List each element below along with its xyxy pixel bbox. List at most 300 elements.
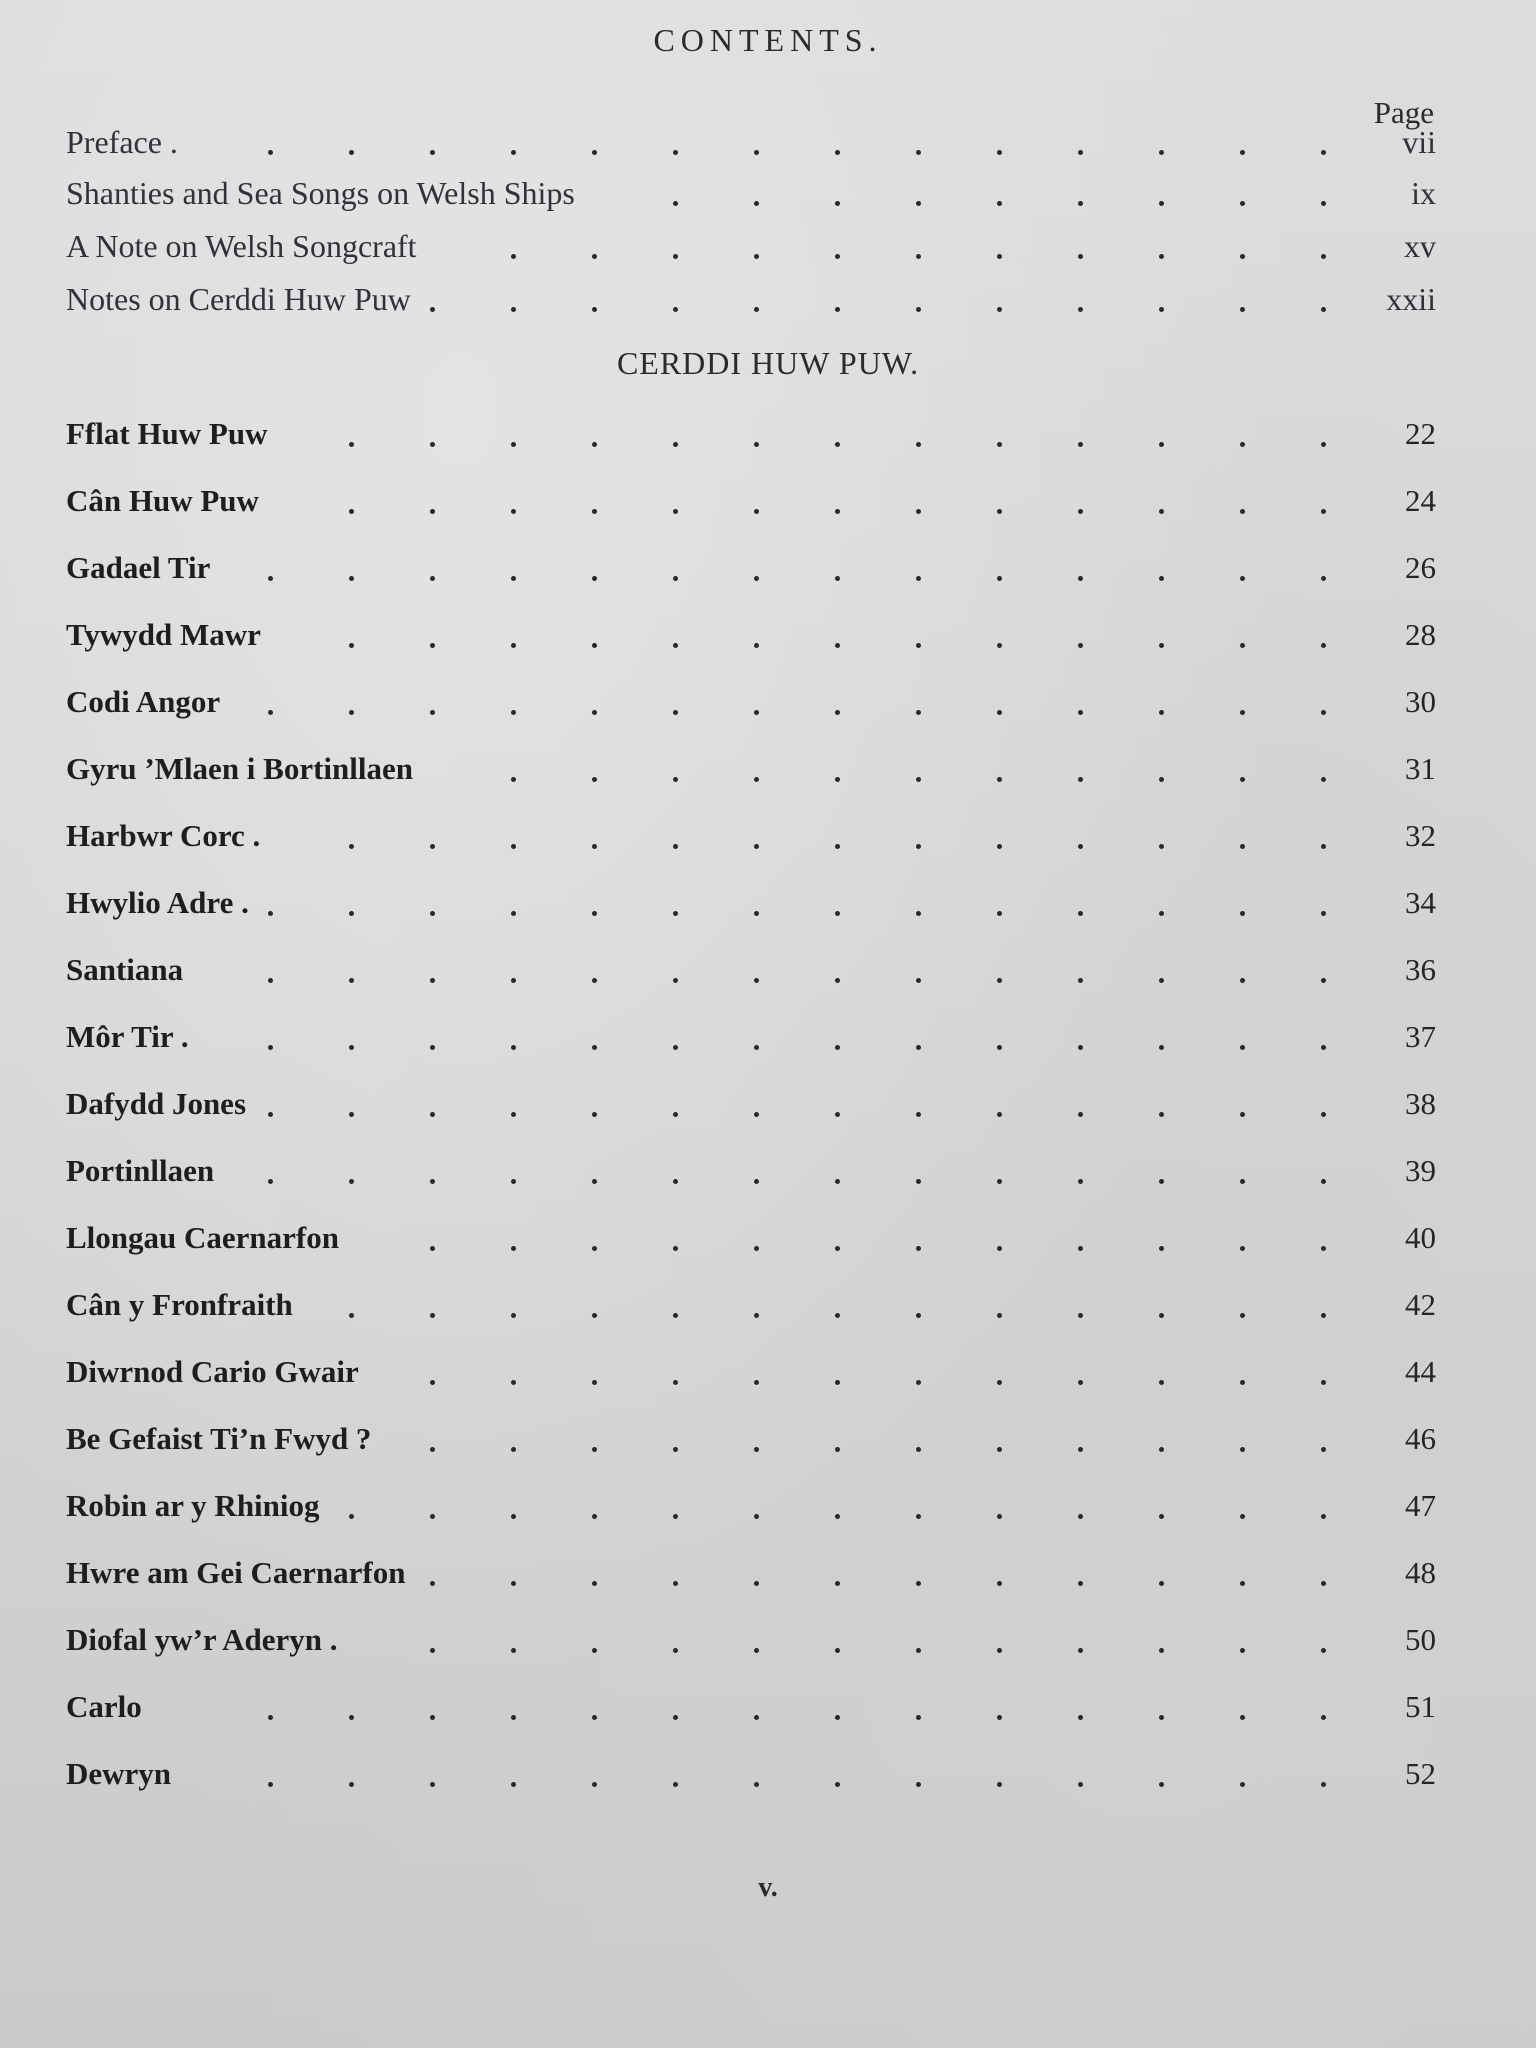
leader-dot <box>754 1514 759 1519</box>
dot-leaders <box>66 1622 1356 1666</box>
leader-dot <box>754 1447 759 1452</box>
leader-dot <box>997 777 1002 782</box>
toc-entry-page: xv <box>1404 228 1436 264</box>
leader-dot <box>754 576 759 581</box>
leader-dot <box>511 1179 516 1184</box>
toc-entry-title: Diwrnod Cario Gwair <box>66 1354 359 1389</box>
dot-leaders <box>66 818 1356 862</box>
leader-dot <box>349 710 354 715</box>
toc-entry-song <box>66 416 1436 460</box>
leader-dot <box>1240 201 1245 206</box>
leader-dot <box>835 1782 840 1787</box>
leader-dot <box>349 509 354 514</box>
leader-dot <box>511 150 516 155</box>
dot-leaders <box>66 1019 1356 1063</box>
leader-dot <box>1078 307 1083 312</box>
leader-dot <box>592 1112 597 1117</box>
leader-dot <box>1240 1045 1245 1050</box>
toc-entry-song <box>66 550 1436 594</box>
leader-dot <box>1159 978 1164 983</box>
dot-leaders <box>66 281 1356 325</box>
toc-entry-page: 50 <box>1405 1622 1436 1657</box>
leader-dot <box>673 1514 678 1519</box>
toc-entry-song <box>66 1689 1436 1733</box>
leader-dot <box>1321 911 1326 916</box>
leader-dot <box>916 1313 921 1318</box>
leader-dot <box>1159 1648 1164 1653</box>
dot-leaders <box>66 1354 1356 1398</box>
leader-dot <box>511 1581 516 1586</box>
leader-dot <box>592 442 597 447</box>
leader-dot <box>1321 150 1326 155</box>
toc-entry-song <box>66 1153 1436 1197</box>
toc-entry-page: vii <box>1402 124 1436 160</box>
leader-dot <box>430 1715 435 1720</box>
leader-dot <box>1240 1112 1245 1117</box>
toc-entry-title: Cân y Fronfraith <box>66 1287 293 1322</box>
leader-dot <box>754 1380 759 1385</box>
leader-dot <box>754 1648 759 1653</box>
leader-dot <box>430 1246 435 1251</box>
leader-dot <box>754 978 759 983</box>
leader-dot <box>1240 777 1245 782</box>
leader-dot <box>673 710 678 715</box>
leader-dot <box>430 307 435 312</box>
dot-leaders <box>66 416 1356 460</box>
leader-dot <box>673 576 678 581</box>
leader-dot <box>673 1112 678 1117</box>
leader-dot <box>430 509 435 514</box>
leader-dot <box>673 1313 678 1318</box>
toc-entry-title: Harbwr Corc . <box>66 818 261 853</box>
leader-dot <box>1240 1514 1245 1519</box>
toc-entry-page: 28 <box>1405 617 1436 652</box>
leader-dot <box>349 1514 354 1519</box>
toc-entry-song <box>66 1555 1436 1599</box>
toc-entry-shanties <box>66 175 1436 219</box>
toc-entry-page: 37 <box>1405 1019 1436 1054</box>
leader-dot <box>511 576 516 581</box>
leader-dot <box>511 1313 516 1318</box>
dot-leaders <box>66 1488 1356 1532</box>
leader-dot <box>916 777 921 782</box>
leader-dot <box>997 1045 1002 1050</box>
toc-entry-song <box>66 483 1436 527</box>
leader-dot <box>754 1581 759 1586</box>
leader-dot <box>511 777 516 782</box>
leader-dot <box>916 254 921 259</box>
leader-dot <box>673 1581 678 1586</box>
leader-dot <box>673 844 678 849</box>
leader-dot <box>592 1782 597 1787</box>
leader-dot <box>673 1447 678 1452</box>
leader-dot <box>430 978 435 983</box>
leader-dot <box>1159 254 1164 259</box>
toc-entry-song <box>66 1756 1436 1800</box>
leader-dot <box>1240 150 1245 155</box>
leader-dot <box>997 1581 1002 1586</box>
leader-dot <box>349 1179 354 1184</box>
leader-dot <box>1321 1514 1326 1519</box>
leader-dot <box>1159 1112 1164 1117</box>
leader-dot <box>592 1246 597 1251</box>
leader-dot <box>997 1447 1002 1452</box>
leader-dot <box>916 1648 921 1653</box>
leader-dot <box>349 911 354 916</box>
leader-dot <box>673 1648 678 1653</box>
leader-dot <box>592 307 597 312</box>
leader-dot <box>1078 1112 1083 1117</box>
leader-dot <box>1078 978 1083 983</box>
leader-dot <box>835 150 840 155</box>
leader-dot <box>511 1246 516 1251</box>
page-column-label: Page <box>1373 95 1434 130</box>
leader-dot <box>592 1179 597 1184</box>
dot-leaders <box>66 1756 1356 1800</box>
leader-dot <box>835 710 840 715</box>
leader-dot <box>592 911 597 916</box>
leader-dot <box>592 1313 597 1318</box>
toc-entry-title: Preface . <box>66 124 178 160</box>
leader-dot <box>1321 1447 1326 1452</box>
leader-dot <box>511 1380 516 1385</box>
toc-entry-song <box>66 1488 1436 1532</box>
toc-entry-page: 46 <box>1405 1421 1436 1456</box>
leader-dot <box>1159 576 1164 581</box>
toc-entry-title: Tywydd Mawr <box>66 617 261 652</box>
toc-entry-title: Robin ar y Rhiniog <box>66 1488 320 1523</box>
leader-dot <box>1159 442 1164 447</box>
leader-dot <box>1159 911 1164 916</box>
leader-dot <box>1240 254 1245 259</box>
leader-dot <box>997 1313 1002 1318</box>
leader-dot <box>268 710 273 715</box>
leader-dot <box>1321 1581 1326 1586</box>
leader-dot <box>1159 1045 1164 1050</box>
toc-entry-song <box>66 885 1436 929</box>
leader-dot <box>511 509 516 514</box>
leader-dot <box>916 1112 921 1117</box>
leader-dot <box>1078 201 1083 206</box>
leader-dot <box>673 911 678 916</box>
leader-dot <box>1078 442 1083 447</box>
toc-entry-page: 40 <box>1405 1220 1436 1255</box>
toc-entry-title: Hwylio Adre . <box>66 885 249 920</box>
leader-dot <box>754 911 759 916</box>
leader-dot <box>511 1648 516 1653</box>
leader-dot <box>997 442 1002 447</box>
leader-dot <box>511 1045 516 1050</box>
leader-dot <box>1321 978 1326 983</box>
leader-dot <box>916 1782 921 1787</box>
toc-entry-page: 30 <box>1405 684 1436 719</box>
leader-dot <box>754 844 759 849</box>
leader-dot <box>754 1313 759 1318</box>
leader-dot <box>1159 844 1164 849</box>
toc-entry-notes <box>66 281 1436 325</box>
leader-dot <box>1078 643 1083 648</box>
leader-dot <box>592 509 597 514</box>
leader-dot <box>430 1313 435 1318</box>
leader-dot <box>673 1715 678 1720</box>
leader-dot <box>592 576 597 581</box>
dot-leaders <box>66 483 1356 527</box>
leader-dot <box>1159 1246 1164 1251</box>
leader-dot <box>1078 576 1083 581</box>
leader-dot <box>1240 307 1245 312</box>
leader-dot <box>1240 576 1245 581</box>
leader-dot <box>916 150 921 155</box>
leader-dot <box>835 201 840 206</box>
leader-dot <box>1159 1313 1164 1318</box>
leader-dot <box>430 1581 435 1586</box>
dot-leaders <box>66 175 1356 219</box>
leader-dot <box>511 442 516 447</box>
leader-dot <box>754 1112 759 1117</box>
leader-dot <box>592 777 597 782</box>
leader-dot <box>349 844 354 849</box>
leader-dot <box>673 1782 678 1787</box>
leader-dot <box>268 1782 273 1787</box>
leader-dot <box>1078 1581 1083 1586</box>
leader-dot <box>1240 1179 1245 1184</box>
leader-dot <box>592 844 597 849</box>
dot-leaders <box>66 1220 1356 1264</box>
leader-dot <box>1078 777 1083 782</box>
leader-dot <box>916 442 921 447</box>
leader-dot <box>592 1447 597 1452</box>
leader-dot <box>916 1246 921 1251</box>
leader-dot <box>1240 710 1245 715</box>
leader-dot <box>754 777 759 782</box>
leader-dot <box>1078 1179 1083 1184</box>
leader-dot <box>511 911 516 916</box>
leader-dot <box>1321 844 1326 849</box>
leader-dot <box>835 1581 840 1586</box>
leader-dot <box>1159 1380 1164 1385</box>
toc-entry-page: 32 <box>1405 818 1436 853</box>
leader-dot <box>916 509 921 514</box>
leader-dot <box>1321 1313 1326 1318</box>
leader-dot <box>835 1715 840 1720</box>
leader-dot <box>268 1045 273 1050</box>
leader-dot <box>1240 1648 1245 1653</box>
leader-dot <box>1078 1715 1083 1720</box>
leader-dot <box>1078 150 1083 155</box>
leader-dot <box>349 978 354 983</box>
leader-dot <box>1240 1782 1245 1787</box>
leader-dot <box>511 1514 516 1519</box>
leader-dot <box>835 509 840 514</box>
leader-dot <box>349 1782 354 1787</box>
leader-dot <box>1321 1715 1326 1720</box>
leader-dot <box>916 1514 921 1519</box>
leader-dot <box>673 201 678 206</box>
leader-dot <box>916 844 921 849</box>
toc-entry-page: 26 <box>1405 550 1436 585</box>
leader-dot <box>997 710 1002 715</box>
leader-dot <box>430 643 435 648</box>
toc-entry-title: Fflat Huw Puw <box>66 416 268 451</box>
leader-dot <box>1240 844 1245 849</box>
leader-dot <box>268 978 273 983</box>
toc-entry-song <box>66 684 1436 728</box>
leader-dot <box>1078 1514 1083 1519</box>
leader-dot <box>916 201 921 206</box>
leader-dot <box>1078 1447 1083 1452</box>
leader-dot <box>916 710 921 715</box>
leader-dot <box>1078 710 1083 715</box>
toc-entry-song <box>66 617 1436 661</box>
toc-entry-song <box>66 818 1436 862</box>
toc-entry-song <box>66 952 1436 996</box>
toc-entry-song <box>66 1287 1436 1331</box>
dot-leaders <box>66 1555 1356 1599</box>
dot-leaders <box>66 751 1356 795</box>
leader-dot <box>1240 1313 1245 1318</box>
leader-dot <box>916 1380 921 1385</box>
leader-dot <box>997 1112 1002 1117</box>
leader-dot <box>430 911 435 916</box>
toc-entry-title: Diofal yw’r Aderyn . <box>66 1622 338 1657</box>
leader-dot <box>592 1380 597 1385</box>
leader-dot <box>754 442 759 447</box>
leader-dot <box>997 1782 1002 1787</box>
leader-dot <box>592 1581 597 1586</box>
leader-dot <box>1240 1447 1245 1452</box>
leader-dot <box>349 1715 354 1720</box>
leader-dot <box>592 1715 597 1720</box>
leader-dot <box>1240 509 1245 514</box>
leader-dot <box>1240 442 1245 447</box>
leader-dot <box>997 1246 1002 1251</box>
leader-dot <box>430 1447 435 1452</box>
toc-entry-title: Santiana <box>66 952 184 987</box>
leader-dot <box>1159 1581 1164 1586</box>
dot-leaders <box>66 952 1356 996</box>
leader-dot <box>592 150 597 155</box>
leader-dot <box>1078 509 1083 514</box>
toc-entry-page: 36 <box>1405 952 1436 987</box>
toc-entry-page: 48 <box>1405 1555 1436 1590</box>
leader-dot <box>835 1380 840 1385</box>
leader-dot <box>592 710 597 715</box>
leader-dot <box>835 442 840 447</box>
leader-dot <box>1240 1380 1245 1385</box>
leader-dot <box>754 1782 759 1787</box>
leader-dot <box>916 978 921 983</box>
leader-dot <box>673 1246 678 1251</box>
leader-dot <box>997 307 1002 312</box>
leader-dot <box>754 201 759 206</box>
leader-dot <box>754 710 759 715</box>
leader-dot <box>1078 254 1083 259</box>
leader-dot <box>592 978 597 983</box>
leader-dot <box>1240 1581 1245 1586</box>
leader-dot <box>511 254 516 259</box>
leader-dot <box>997 1715 1002 1720</box>
leader-dot <box>997 911 1002 916</box>
toc-entry-preface <box>66 124 1436 168</box>
leader-dot <box>997 254 1002 259</box>
leader-dot <box>835 307 840 312</box>
leader-dot <box>349 576 354 581</box>
leader-dot <box>997 509 1002 514</box>
toc-entry-page: 39 <box>1405 1153 1436 1188</box>
leader-dot <box>1321 777 1326 782</box>
leader-dot <box>754 1179 759 1184</box>
toc-entry-title: Carlo <box>66 1689 142 1724</box>
leader-dot <box>511 1715 516 1720</box>
toc-entry-page: 52 <box>1405 1756 1436 1791</box>
leader-dot <box>835 911 840 916</box>
leader-dot <box>673 1045 678 1050</box>
leader-dot <box>673 442 678 447</box>
leader-dot <box>1321 1179 1326 1184</box>
leader-dot <box>754 1045 759 1050</box>
leader-dot <box>916 1045 921 1050</box>
leader-dot <box>349 643 354 648</box>
leader-dot <box>1159 710 1164 715</box>
leader-dot <box>592 254 597 259</box>
toc-entry-page: 47 <box>1405 1488 1436 1523</box>
section-title: CERDDI HUW PUW. <box>616 345 920 381</box>
toc-entry-title: Shanties and Sea Songs on Welsh Ships <box>66 175 575 211</box>
dot-leaders <box>66 228 1356 272</box>
dot-leaders <box>66 124 1356 168</box>
leader-dot <box>916 911 921 916</box>
leader-dot <box>1078 1045 1083 1050</box>
leader-dot <box>430 1045 435 1050</box>
toc-entry-song <box>66 1421 1436 1465</box>
leader-dot <box>916 307 921 312</box>
leader-dot <box>430 442 435 447</box>
leader-dot <box>1321 254 1326 259</box>
leader-dot <box>511 1112 516 1117</box>
leader-dot <box>673 643 678 648</box>
toc-entry-title: Dafydd Jones <box>66 1086 247 1121</box>
leader-dot <box>835 1514 840 1519</box>
leader-dot <box>430 1112 435 1117</box>
leader-dot <box>1159 150 1164 155</box>
leader-dot <box>1321 201 1326 206</box>
leader-dot <box>673 978 678 983</box>
dot-leaders <box>66 617 1356 661</box>
toc-entry-title: Llongau Caernarfon <box>66 1220 339 1255</box>
leader-dot <box>1321 643 1326 648</box>
leader-dot <box>1159 643 1164 648</box>
leader-dot <box>1159 1179 1164 1184</box>
leader-dot <box>268 150 273 155</box>
leader-dot <box>1240 1715 1245 1720</box>
leader-dot <box>349 1313 354 1318</box>
leader-dot <box>754 1246 759 1251</box>
leader-dot <box>430 1782 435 1787</box>
toc-entry-title: Môr Tir . <box>66 1019 189 1054</box>
toc-entry-page: 42 <box>1405 1287 1436 1322</box>
leader-dot <box>268 1715 273 1720</box>
leader-dot <box>835 1447 840 1452</box>
leader-dot <box>916 1581 921 1586</box>
leader-dot <box>1078 1782 1083 1787</box>
toc-entry-page: 34 <box>1405 885 1436 920</box>
leader-dot <box>592 643 597 648</box>
leader-dot <box>997 643 1002 648</box>
leader-dot <box>1078 1246 1083 1251</box>
leader-dot <box>1078 844 1083 849</box>
leader-dot <box>997 201 1002 206</box>
leader-dot <box>835 1112 840 1117</box>
